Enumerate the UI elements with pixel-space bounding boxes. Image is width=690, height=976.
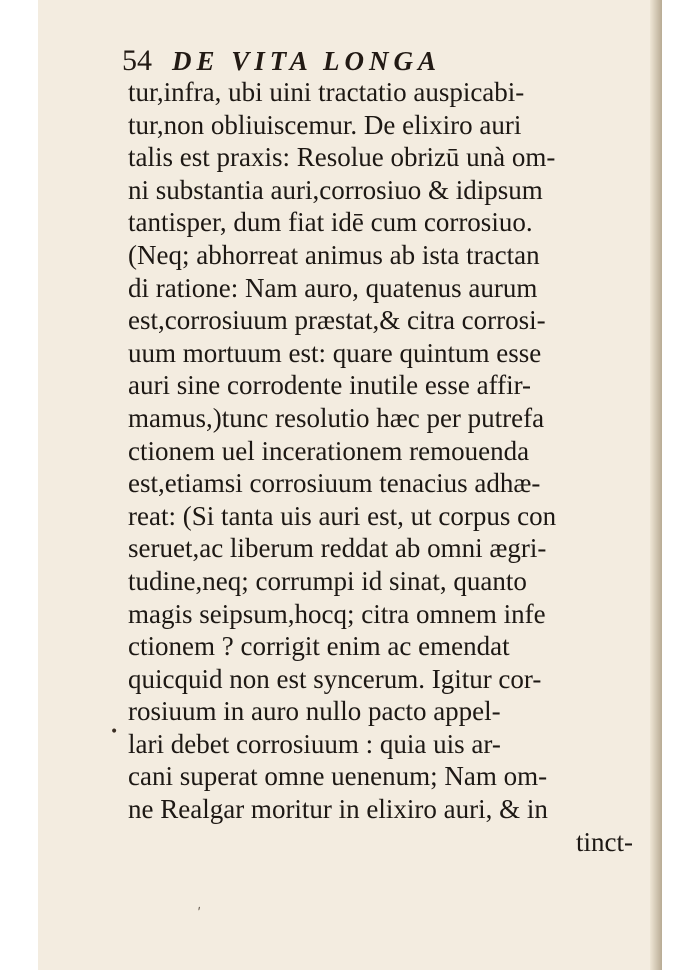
text-line: auri sine corrodente inutile esse affir- (128, 370, 532, 401)
page-gutter (650, 0, 662, 970)
text-line: di ratione: Nam auro, quatenus aurum (128, 272, 538, 303)
text-line: ni substantia auri,corrosiuo & idipsum (128, 174, 543, 205)
text-line: ctionem uel incerationem remouenda (128, 435, 530, 466)
text-line: ne Realgar moritur in elixiro auri, & in (128, 794, 548, 825)
text-line: tantisper, dum fiat idē cum corrosiuo. (128, 207, 533, 238)
body-text (128, 76, 648, 858)
text-line: magis seipsum,hocq; citra omnem infe (128, 598, 546, 629)
text-line: seruet,ac liberum reddat ab omni ægri- (128, 533, 547, 564)
text-line: talis est praxis: Resolue obrizū unà om- (128, 142, 556, 173)
text-line: est,etiamsi corrosiuum tenacius adhæ- (128, 468, 541, 499)
text-line: tur,infra, ubi uini tractatio auspicabi- (128, 77, 525, 107)
text-line: tudine,neq; corrumpi id sinat, quanto (128, 565, 527, 596)
text-line: ctionem ? corrigit enim ac emendat (128, 631, 510, 662)
text-line: mamus,)tunc resolutio hæc per putrefa (128, 402, 545, 433)
text-line: (Neq; abhorreat animus ab ista tractan (128, 239, 540, 270)
page-bottom-edge (38, 970, 662, 976)
running-title: DE VITA LONGA (172, 46, 442, 76)
catchword: tinct- (576, 826, 633, 857)
text-line: rosiuum in auro nullo pacto appel- (128, 696, 501, 727)
text-line: quicquid non est syncerum. Igitur cor- (128, 663, 542, 694)
text-line: cani superat omne uenenum; Nam om- (128, 761, 548, 792)
running-head (122, 42, 622, 80)
book-page (38, 0, 662, 970)
margin-dot-mark: • (110, 724, 119, 740)
text-line: est,corrosiuum præstat,& citra corrosi- (128, 305, 546, 336)
text-line: lari debet corrosiuum : quia uis ar- (128, 728, 501, 759)
text-line: uum mortuum est: quare quintum esse (128, 337, 542, 368)
text-line: reat: (Si tanta uis auri est, ut corpus con (128, 500, 557, 531)
page-number: 54 (122, 44, 152, 77)
ink-stroke-mark: ˊ (194, 905, 209, 923)
text-line: tur,non obliuiscemur. De elixiro auri (128, 109, 522, 140)
